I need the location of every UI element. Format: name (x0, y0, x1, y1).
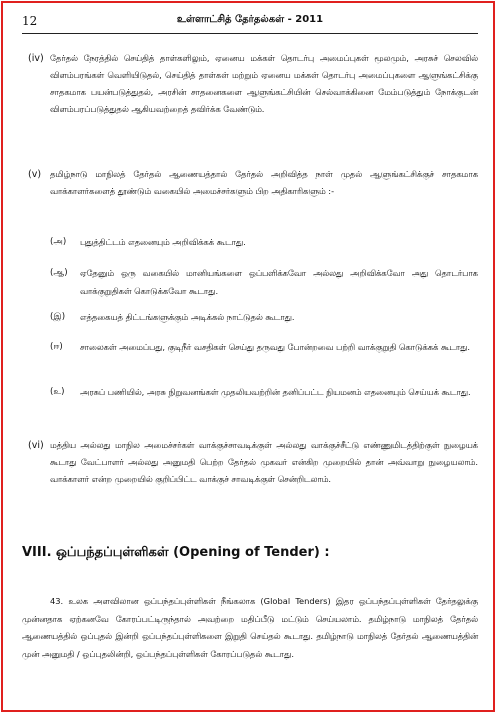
section-heading: VIII. ஒப்பந்தப்புள்ளிகள் (Opening of Tender) : (22, 545, 330, 560)
sub-clause-u (22, 383, 478, 401)
clause-marker: (v) (28, 169, 42, 180)
clause-marker: (iv) (28, 53, 44, 64)
sub-clause-i (22, 308, 478, 326)
sub-clause-marker: (இ) (50, 312, 66, 322)
sub-clause-text: ஏதேனும் ஒரு வகையில் மானியங்களை ஒப்பளிக்கவோ அல்லது அறிவிக்கவோ அது தொடர்பாக வாக்குறுதிகள் கொடுக்கவோ கூடாது. (80, 268, 478, 296)
sub-clause-text: எத்தகையத் திட்டங்களுக்கும் அடிக்கல் நாட்டுதல் கூடாது. (80, 312, 295, 322)
clause-text: தேர்தல் நேரத்தில் செய்தித் தாள்களிலும், ஏனைய மக்கள் தொடர்பு அமைப்புகள் மூலமும், அரசுச் செலவில் விளம்பரங்கள் வெளியிடுதல், செய்தித் தாள்கள் மற்றும் ஏனைய மக்கள் தொடர்பு அமைப்புகளை ஆளுங்கட்சிக்கு சாதகமாக பயன்படுத்துதல், அரசின் சாதனைகளை ஆளுங்கட்சியின் செல்வாக்கினை மேம்படுத்தும் நோக்குடன் விளம்பரப்படுத்துதல் ஆகியவற்றைத் தவிர்க்க வேண்டும். (50, 53, 478, 114)
sub-clause-text: அரசுப் பணியில், அரசு நிறுவனங்கள் முதலியவற்றின் தனிப்பட்ட நியமனம் எதனையும் செய்யக் கூடாது. (80, 387, 471, 397)
running-title: உள்ளாட்சித் தேர்தல்கள் - 2011 (176, 14, 324, 25)
sub-clause-a (22, 233, 478, 251)
sub-clause-aa (22, 264, 478, 300)
paragraph-43: 43. உலக அளவிலான ஒப்பந்தப்புள்ளிகள் நீங்கலாக (Global Tenders) இதர ஒப்பந்தப்புள்ளிகள் தேர்தலுக்கு முன்னதாக ஏற்கனவே கோரப்பட்டிருந்தால் அவற்றை மதிப்பீடு மட்டும் செய்யலாம். தமிழ்நாடு மாநிலத் தேர்தல் ஆணையத்தில் ஒப்புதல் இன்றி ஒப்பந்தப்புள்ளிகளை இறுதி செய்தல் கூடாது. தமிழ்நாடு மாநிலத் தேர்தல் ஆணையத்தின் முன் அனுமதி / ஒப்புதலின்றி, ஒப்பந்தப்புள்ளிகள் கோரப்படுதல் கூடாது. (22, 596, 478, 659)
sub-clause-marker: (ஈ) (50, 342, 63, 352)
clause-vi (22, 437, 478, 488)
sub-clause-ii (22, 338, 478, 356)
clause-text: மத்திய அல்லது மாநில அமைச்சர்கள் வாக்குச்சாவடிக்குள் அல்லது வாக்குச்சீட்டு எண்ணுமிடத்திற்குள் நுழையக் கூடாது வேட்பாளர் அல்லது அனுமதி பெற்ற தேர்தல் முகவர் என்கிற முறையில் தான் அவ்வாறு நுழையலாம். வாக்காளர் என்ற முறையில் குறிப்பிட்ட வாக்குச் சாவடிக்குள் சென்றிடலாம். (50, 440, 478, 484)
clause-text: தமிழ்நாடு மாநிலத் தேர்தல் ஆணையத்தால் தேர்தல் அறிவித்த நாள் முதல் ஆளுங்கட்சிக்குச் சாதகமாக வாக்காளர்களைத் தூண்டும் வகையில் அமைச்சர்களும் பிற அதிகாரிகளும் :- (50, 169, 478, 196)
header-rule (22, 33, 478, 34)
page-number: 12 (22, 14, 38, 28)
sub-clause-text: சாலைகள் அமைப்பது, குடிநீர் வசதிகள் செய்து தருவது போன்றவை பற்றி வாக்குறுதி கொடுக்கக் கூடாது. (80, 342, 471, 352)
clause-iv (22, 50, 478, 118)
sub-clause-marker: (ஆ) (50, 268, 68, 278)
sub-clause-text: புதுத்திட்டம் எதனையும் அறிவிக்கக் கூடாது. (80, 237, 246, 247)
sub-clause-marker: (உ) (50, 387, 65, 397)
clause-marker: (vi) (28, 440, 44, 451)
sub-clause-marker: (அ) (50, 237, 67, 247)
page-header (22, 12, 478, 32)
clause-v (22, 166, 478, 200)
